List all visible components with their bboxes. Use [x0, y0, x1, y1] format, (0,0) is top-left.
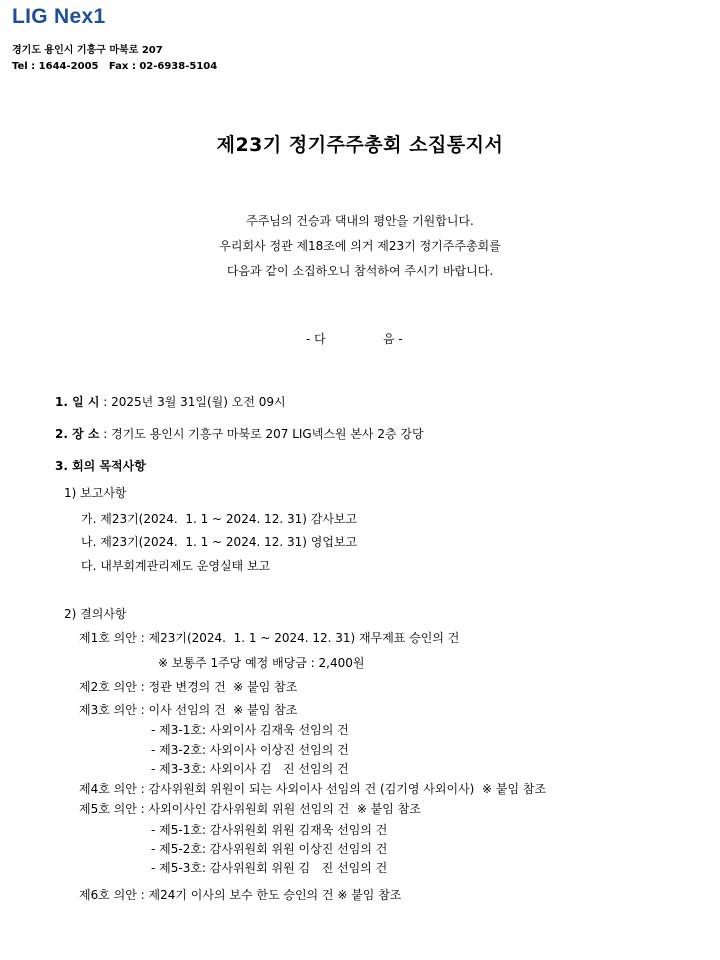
- resolution-4: 제4호 의안 : 감사위원회 위원이 되는 사외이사 선임의 건 (김기영 사외이사) ※ 붙임 참조: [79, 782, 547, 796]
- item-place-value: : 경기도 용인시 기흥구 마북로 207 LIG넥스원 본사 2층 강당: [99, 427, 424, 441]
- dagum-left: - 다: [306, 332, 326, 346]
- item-place-label: 2. 장 소: [55, 427, 100, 441]
- report-item-3: 다. 내부회계관리제도 운영실태 보고: [81, 559, 271, 573]
- item-date-label: 1. 일 시: [55, 395, 100, 409]
- company-contact: Tel : 1644-2005 Fax : 02-6938-5104: [12, 61, 218, 72]
- resolution-5: 제5호 의안 : 사외이사인 감사위원회 위원 선임의 건 ※ 붙임 참조: [79, 802, 421, 816]
- resolution-1: 제1호 의안 : 제23기(2024. 1. 1 ~ 2024. 12. 31) 재무제표 승인의 건: [79, 631, 460, 645]
- resolution-3: 제3호 의안 : 이사 선임의 건 ※ 붙임 참조: [79, 703, 298, 717]
- item-date-value: : 2025년 3월 31일(월) 오전 09시: [99, 395, 286, 409]
- resolution-3-sub-3: - 제3-3호: 사외이사 김 진 선임의 건: [151, 762, 349, 776]
- resolution-1-note: ※ 보통주 1주당 예정 배당금 : 2,400원: [158, 656, 365, 670]
- intro-line-2: 우리회사 정관 제18조에 의거 제23기 정기주주총회를: [219, 239, 501, 253]
- resolution-6: 제6호 의안 : 제24기 이사의 보수 한도 승인의 건 ※ 붙임 참조: [79, 888, 402, 902]
- intro-line-3: 다음과 같이 소집하오니 참석하여 주시기 바랍니다.: [226, 264, 494, 278]
- item-date: [55, 393, 286, 410]
- agenda-heading: 3. 회의 목적사항: [55, 459, 146, 473]
- item-place: [55, 425, 424, 442]
- document-title: 제23기 정기주주총회 소집통지서: [216, 134, 504, 156]
- reports-heading: 1) 보고사항: [64, 486, 127, 500]
- resolution-3-sub-2: - 제3-2호: 사외이사 이상진 선임의 건: [151, 743, 349, 757]
- company-address: 경기도 용인시 기흥구 마북로 207: [12, 45, 163, 56]
- report-item-2: 나. 제23기(2024. 1. 1 ~ 2024. 12. 31) 영업보고: [81, 535, 358, 549]
- resolutions-heading: 2) 결의사항: [64, 607, 127, 621]
- resolution-5-sub-3: - 제5-3호: 감사위원회 위원 김 진 선임의 건: [151, 861, 388, 875]
- report-item-1: 가. 제23기(2024. 1. 1 ~ 2024. 12. 31) 감사보고: [81, 512, 358, 526]
- resolution-5-sub-2: - 제5-2호: 감사위원회 위원 이상진 선임의 건: [151, 842, 388, 856]
- company-logo: LIG Nex1: [12, 5, 106, 28]
- dagum-right: 음 -: [383, 332, 403, 346]
- intro-line-1: 주주님의 건승과 댁내의 평안을 기원합니다.: [246, 214, 474, 228]
- resolution-3-sub-1: - 제3-1호: 사외이사 김재욱 선임의 건: [151, 723, 349, 737]
- resolution-5-sub-1: - 제5-1호: 감사위원회 위원 김재욱 선임의 건: [151, 823, 388, 837]
- resolution-2: 제2호 의안 : 정관 변경의 건 ※ 붙임 참조: [79, 680, 298, 694]
